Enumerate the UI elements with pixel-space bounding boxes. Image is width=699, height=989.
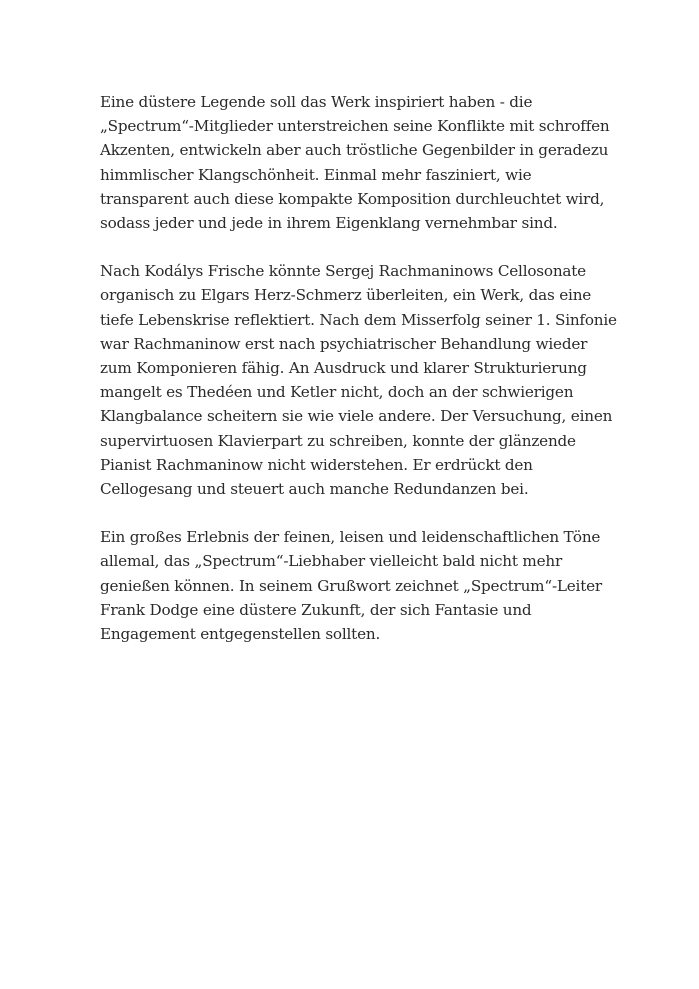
paragraph-1 bbox=[100, 90, 620, 235]
text-line: Eine düstere Legende soll das Werk inspiriert haben - die bbox=[100, 93, 533, 111]
text-line: allemal, das „Spectrum“-Liebhaber vielleicht bald nicht mehr bbox=[100, 552, 563, 571]
text-line: Frank Dodge eine düstere Zukunft, der sich Fantasie und bbox=[100, 600, 532, 619]
text-line: Cellogesang und steuert auch manche Redundanzen bei. bbox=[100, 480, 529, 499]
text-line: tiefe Lebenskrise reflektiert. Nach dem Misserfolg seiner 1. Sinfonie bbox=[100, 310, 617, 329]
text-line: war Rachmaninow erst nach psychiatrischer Behandlung wieder bbox=[100, 334, 588, 353]
text-line: zum Komponieren fähig. An Ausdruck und klarer Strukturierung bbox=[100, 359, 587, 378]
text-line: transparent auch diese kompakte Komposition durchleuchtet wird, bbox=[100, 189, 605, 208]
text-line: Klangbalance scheitern sie wie viele andere. Der Versuchung, einen bbox=[100, 407, 613, 426]
text-line: supervirtuosen Klavierpart zu schreiben, konnte der glänzende bbox=[100, 431, 576, 450]
article-body bbox=[100, 90, 620, 646]
text-line: organisch zu Elgars Herz-Schmerz überleiten, ein Werk, das eine bbox=[100, 286, 592, 305]
text-line: mangelt es Thedéen und Ketler nicht, doch an der schwierigen bbox=[100, 383, 574, 402]
text-line: genießen können. In seinem Grußwort zeichnet „Spectrum“-Leiter bbox=[100, 576, 602, 595]
text-line: Nach Kodálys Frische könnte Sergej Rachmaninows Cellosonate bbox=[100, 262, 586, 281]
paragraph-3 bbox=[100, 525, 620, 646]
text-line: himmlischer Klangschönheit. Einmal mehr fasziniert, wie bbox=[100, 165, 532, 184]
text-line: Akzenten, entwickeln aber auch tröstliche Gegenbilder in geradezu bbox=[100, 141, 609, 160]
text-line: sodass jeder und jede in ihrem Eigenklang vernehmbar sind. bbox=[100, 214, 558, 233]
paragraph-2 bbox=[100, 259, 620, 501]
text-line: Engagement entgegenstellen sollten. bbox=[100, 625, 381, 644]
text-line: Ein großes Erlebnis der feinen, leisen und leidenschaftlichen Töne bbox=[100, 528, 601, 547]
text-line: „Spectrum“-Mitglieder unterstreichen seine Konflikte mit schroffen bbox=[100, 117, 610, 136]
text-line: Pianist Rachmaninow nicht widerstehen. Er erdrückt den bbox=[100, 455, 533, 474]
